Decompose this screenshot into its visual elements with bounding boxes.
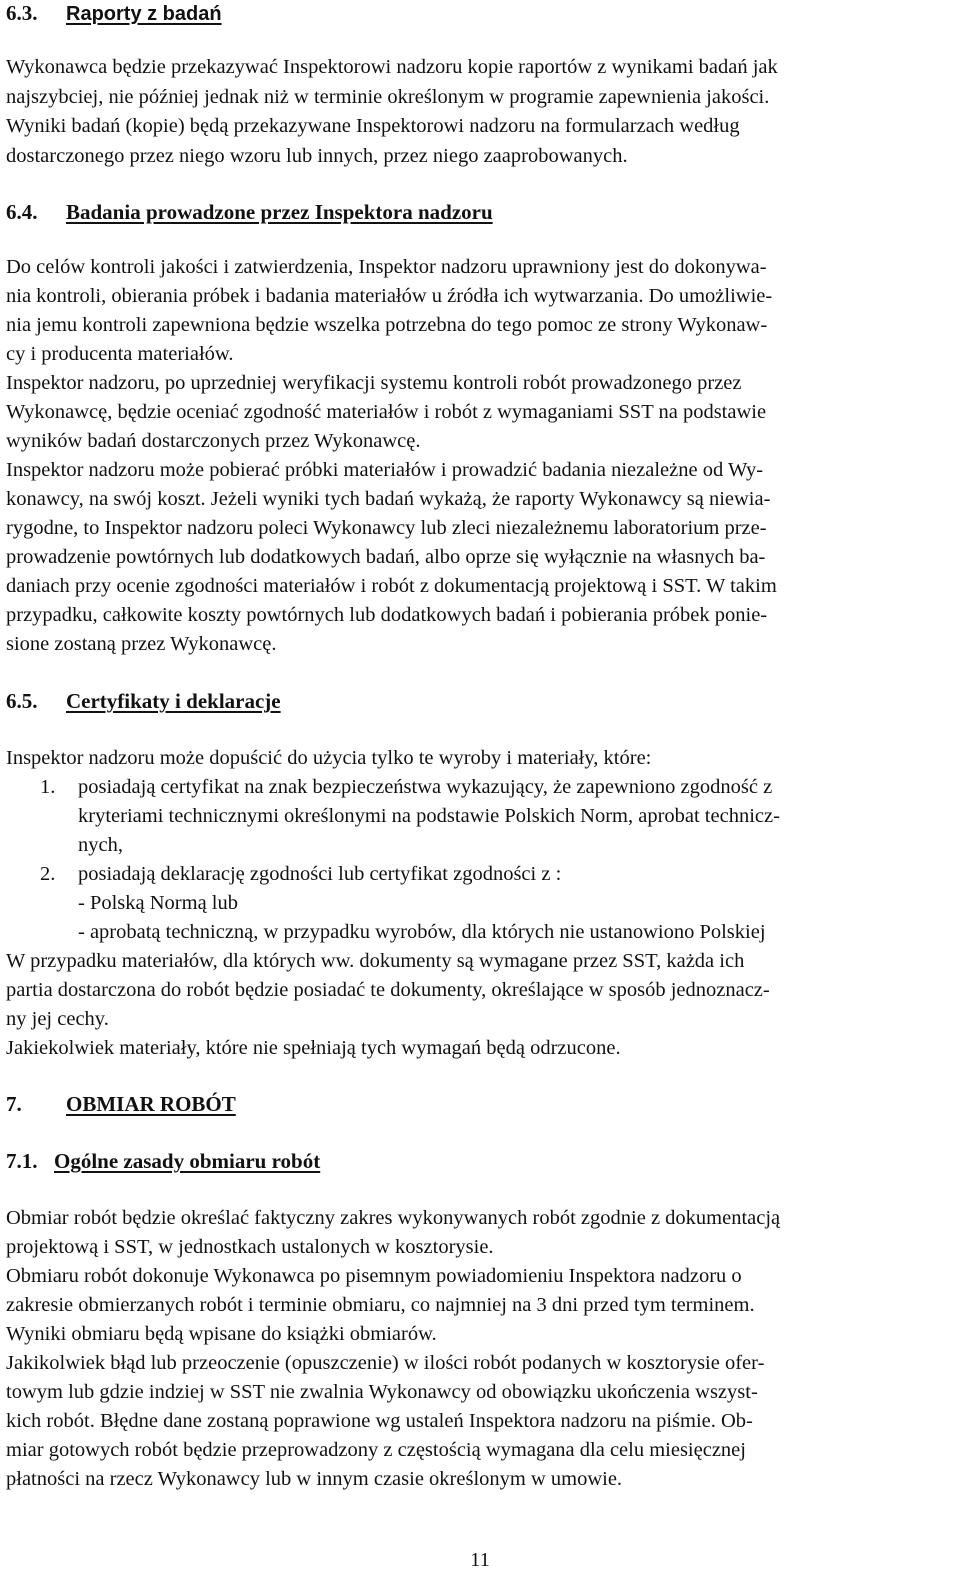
list-item-line: kryteriami technicznymi określonymi na podstawie Polskich Norm, aprobat technicz- xyxy=(78,805,780,827)
text-line: ny jej cechy. xyxy=(6,1008,109,1030)
text-line: Inspektor nadzoru może pobierać próbki materiałów i prowadzić badania niezależne od Wy- xyxy=(6,459,764,481)
list-item-line: posiadają deklarację zgodności lub certyfikat zgodności z : xyxy=(78,863,562,885)
text-line: cy i producenta materiałów. xyxy=(6,343,234,365)
text-line: płatności na rzecz Wykonawcy lub w innym czasie określonym w umowie. xyxy=(6,1468,623,1490)
text-line: Inspektor nadzoru, po uprzedniej weryfikacji systemu kontroli robót prowadzonego przez xyxy=(6,372,742,394)
section-number: 7.1. xyxy=(6,1149,38,1173)
section-heading-7 xyxy=(6,1089,236,1119)
text-line: Wykonawca będzie przekazywać Inspektorowi nadzoru kopie raportów z wynikami badań jak xyxy=(6,56,778,78)
section-heading-6-4 xyxy=(6,197,493,227)
text-line: sione zostaną przez Wykonawcę. xyxy=(6,633,277,655)
text-line: daniach przy ocenie zgodności materiałów i robót z dokumentacją projektową i SST. W takim xyxy=(6,575,777,597)
text-line: Wyniki obmiaru będą wpisane do książki obmiarów. xyxy=(6,1323,437,1345)
text-line: miar gotowych robót będzie przeprowadzony z częstością wymagana dla celu miesięcznej xyxy=(6,1439,746,1461)
section-title: Ogólne zasady obmiaru robót xyxy=(54,1149,321,1173)
section-title: OBMIAR ROBÓT xyxy=(66,1092,236,1116)
section-title: Badania prowadzone przez Inspektora nadzoru xyxy=(66,200,493,224)
section-heading-6-5 xyxy=(6,686,281,716)
list-item-line: - aprobatą techniczną, w przypadku wyrobów, dla których nie ustanowiono Polskiej xyxy=(78,921,766,943)
section-title: Certyfikaty i deklaracje xyxy=(66,689,281,713)
text-line: Jakiekolwiek materiały, które nie spełniają tych wymagań będą odrzucone. xyxy=(6,1037,621,1059)
text-line: wyników badań dostarczonych przez Wykonawcę. xyxy=(6,430,421,452)
text-line: Obmiaru robót dokonuje Wykonawca po pisemnym powiadomieniu Inspektora nadzoru o xyxy=(6,1265,742,1287)
text-line: Do celów kontroli jakości i zatwierdzenia, Inspektor nadzoru uprawniony jest do dokonywa- xyxy=(6,256,767,278)
text-line: dostarczonego przez niego wzoru lub innych, przez niego zaaprobowanych. xyxy=(6,145,628,167)
text-line: kich robót. Błędne dane zostaną poprawione wg ustaleń Inspektora nadzoru na piśmie. Ob- xyxy=(6,1410,753,1432)
text-line: rygodne, to Inspektor nadzoru poleci Wykonawcy lub zleci niezależnemu laboratorium prze- xyxy=(6,517,767,539)
text-line: przypadku, całkowite koszty powtórnych lub dodatkowych badań i pobierania próbek ponie- xyxy=(6,604,768,626)
section-number: 7. xyxy=(6,1092,22,1116)
list-number: 1. xyxy=(40,776,56,798)
page-number: 11 xyxy=(470,1549,490,1571)
text-line: nia jemu kontroli zapewniona będzie wszelka potrzebna do tego pomoc ze strony Wykonaw- xyxy=(6,314,768,336)
text-line: towym lub gdzie indziej w SST nie zwalnia Wykonawcy od obowiązku ukończenia wszyst- xyxy=(6,1381,758,1403)
section-number: 6.5. xyxy=(6,689,38,713)
section-number: 6.4. xyxy=(6,200,38,224)
section-number: 6.3. xyxy=(6,1,38,25)
text-line: konawcy, na swój koszt. Jeżeli wyniki tych badań wykażą, że raporty Wykonawcy są niewia- xyxy=(6,488,771,510)
text-line: Wykonawcę, będzie oceniać zgodność materiałów i robót z wymaganiami SST na podstawie xyxy=(6,401,767,423)
text-line: Jakikolwiek błąd lub przeoczenie (opuszczenie) w ilości robót podanych w kosztorysie ofer- xyxy=(6,1352,765,1374)
list-item-line: nych, xyxy=(78,834,123,856)
text-line: zakresie obmierzanych robót i terminie obmiaru, co najmniej na 3 dni przed tym terminem. xyxy=(6,1294,755,1316)
text-line: nia kontroli, obierania próbek i badania materiałów u źródła ich wytwarzania. Do umożliwie- xyxy=(6,285,773,307)
list-item-line: - Polską Normą lub xyxy=(78,892,238,914)
text-line: W przypadku materiałów, dla których ww. dokumenty są wymagane przez SST, każda ich xyxy=(6,950,745,972)
text-line: Obmiar robót będzie określać faktyczny zakres wykonywanych robót zgodnie z dokumentacją xyxy=(6,1207,781,1229)
text-line: projektową i SST, w jednostkach ustalonych w kosztorysie. xyxy=(6,1236,494,1258)
list-item-line: posiadają certyfikat na znak bezpieczeństwa wykazujący, że zapewniono zgodność z xyxy=(78,776,773,798)
section-heading-7-1 xyxy=(6,1146,320,1176)
text-line: partia dostarczona do robót będzie posiadać te dokumenty, określające w sposób jednoznacz- xyxy=(6,979,770,1001)
section-heading-6-3 xyxy=(6,0,222,28)
list-number: 2. xyxy=(40,863,56,885)
text-line: Wyniki badań (kopie) będą przekazywane Inspektorowi nadzoru na formularzach według xyxy=(6,115,740,137)
text-line: najszybciej, nie później jednak niż w terminie określonym w programie zapewnienia jakości. xyxy=(6,86,770,108)
text-line: Inspektor nadzoru może dopuścić do użycia tylko te wyroby i materiały, które: xyxy=(6,747,652,769)
text-line: prowadzenie powtórnych lub dodatkowych badań, albo oprze się wyłącznie na własnych ba- xyxy=(6,546,766,568)
section-title: Raporty z badań xyxy=(66,3,222,25)
